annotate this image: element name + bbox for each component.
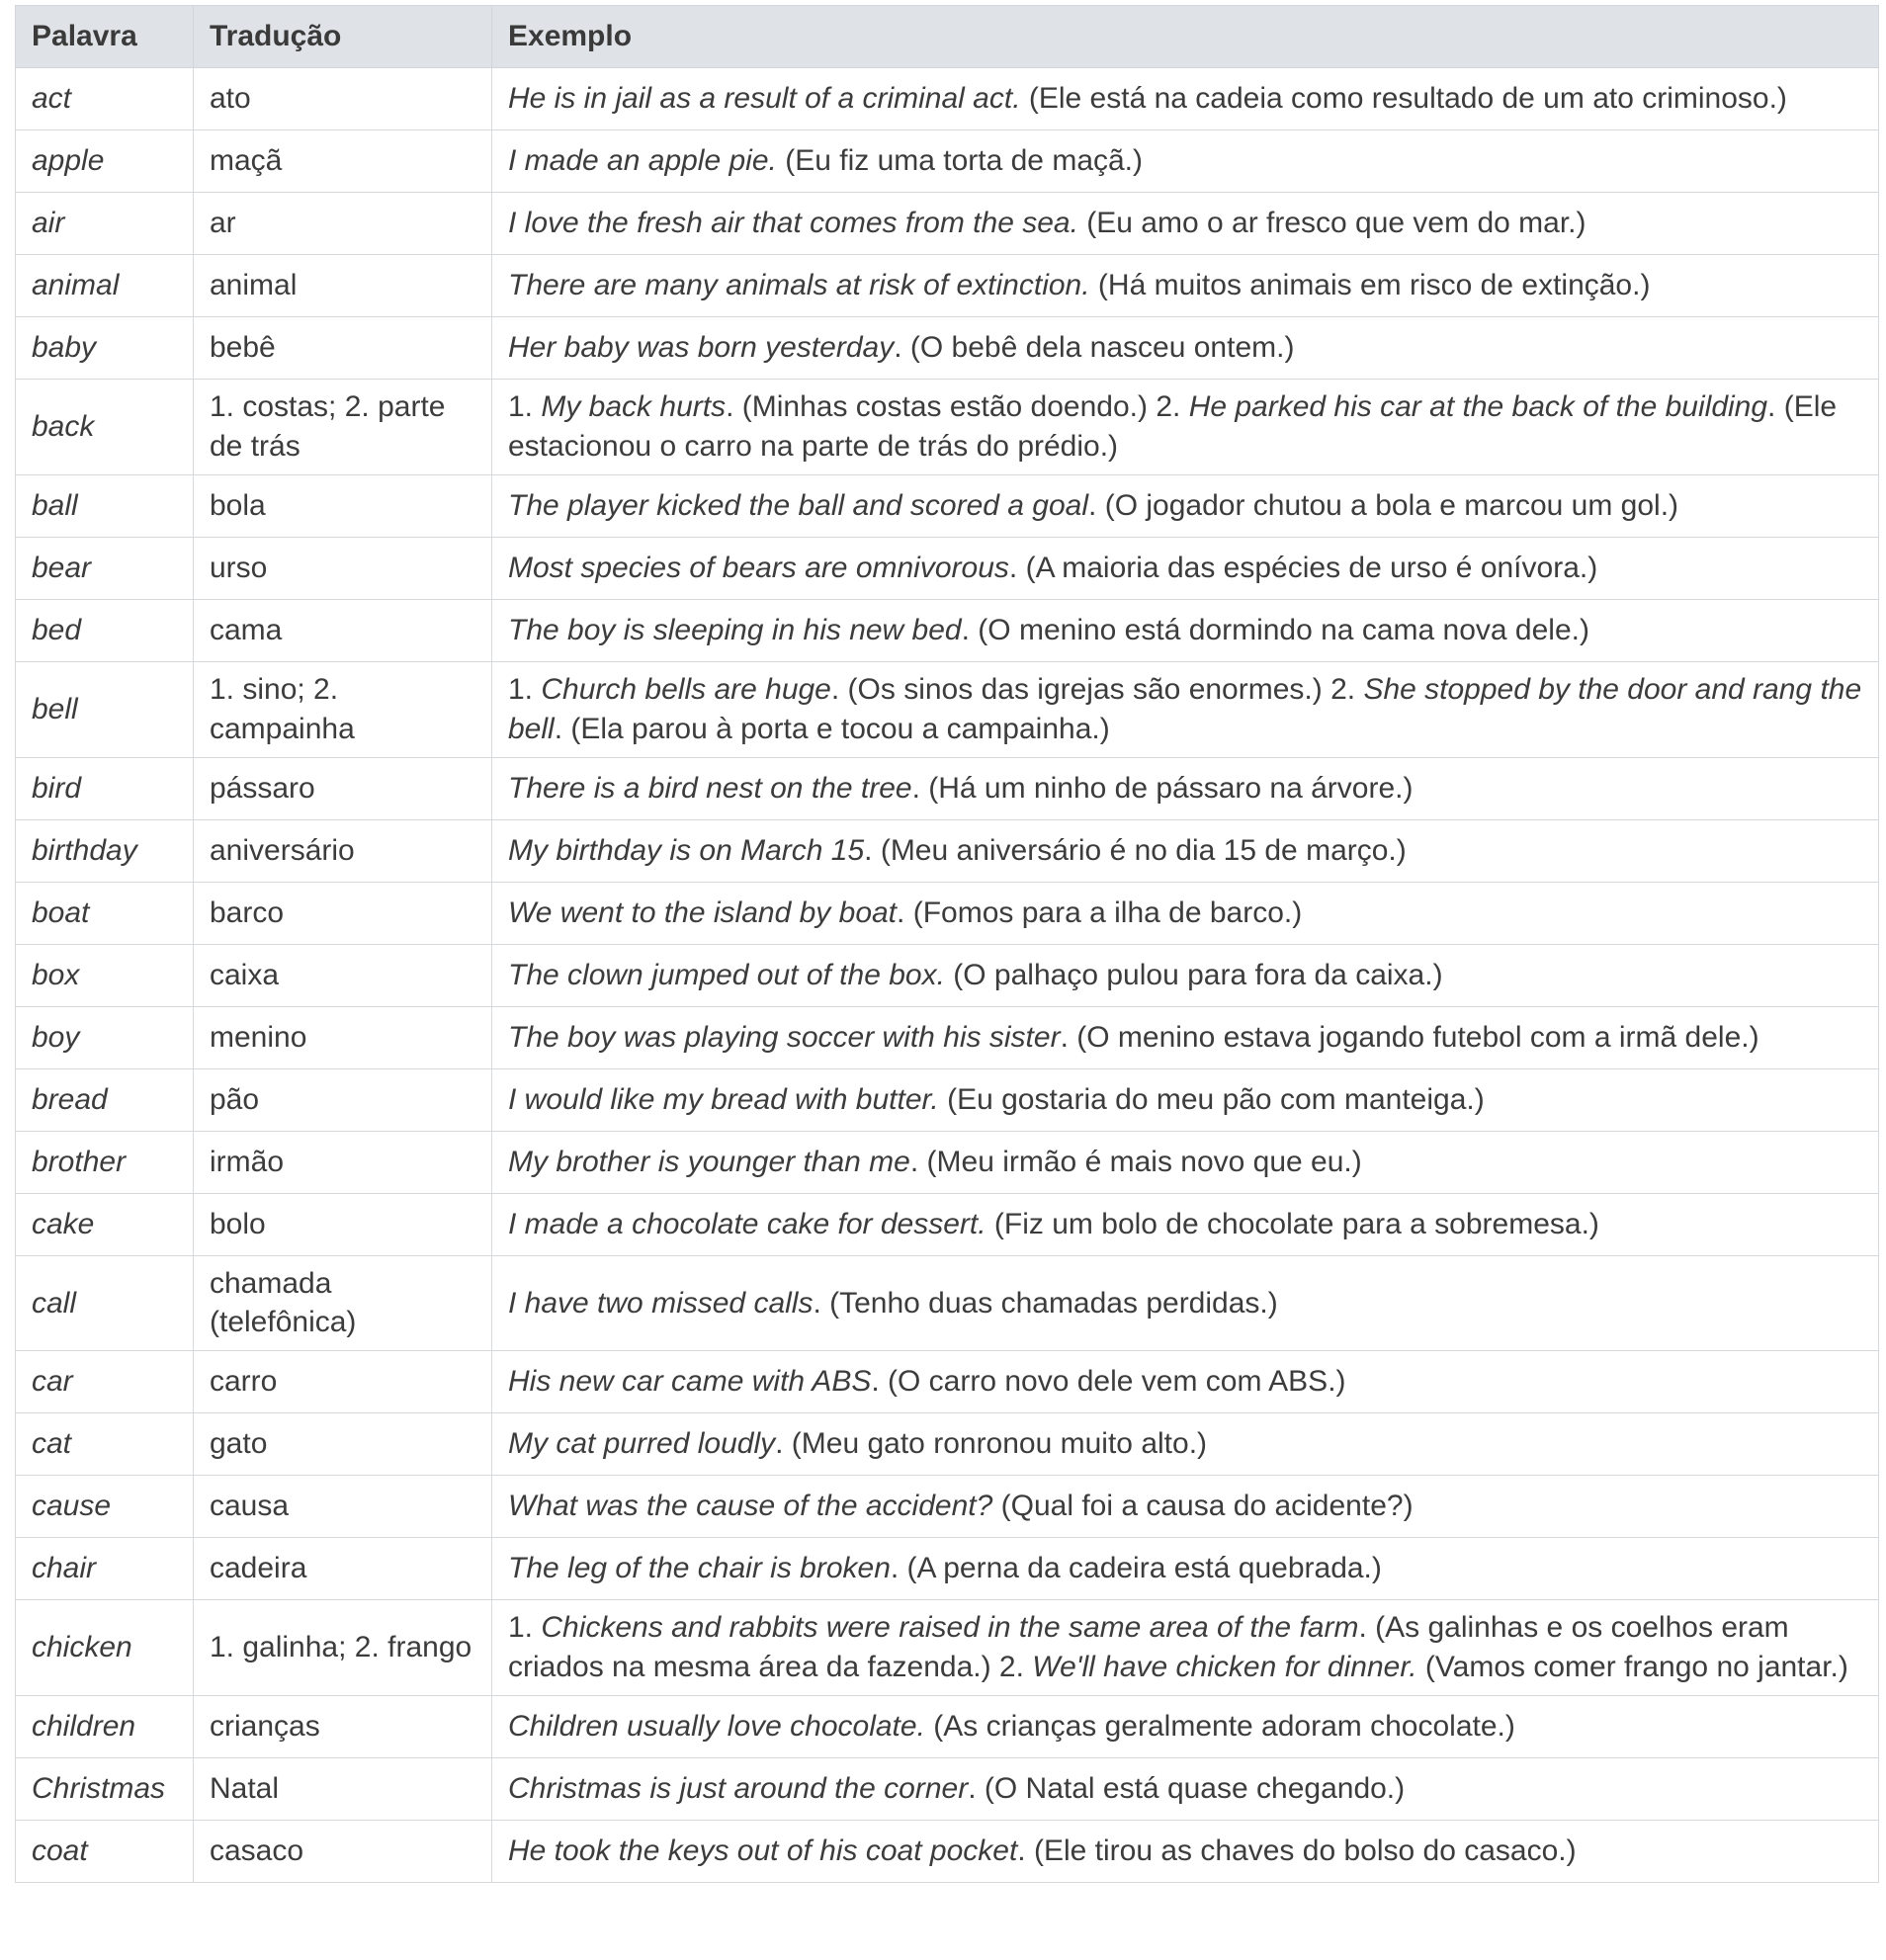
table-header [16, 6, 1879, 68]
example-english: He took the keys out of his coat pocket [508, 1834, 1018, 1868]
example-cell [492, 130, 1879, 193]
translation-cell: caixa [194, 944, 492, 1006]
example-cell [492, 193, 1879, 255]
table-body [16, 68, 1879, 1883]
example-translation: . (O jogador chutou a bola e marcou um gol.) [1088, 488, 1679, 522]
word-cell: cake [16, 1193, 194, 1255]
table-row [16, 1538, 1879, 1600]
translation-cell: 1. galinha; 2. frango [194, 1600, 492, 1696]
word-cell: cat [16, 1413, 194, 1476]
translation-cell: Natal [194, 1758, 492, 1821]
example-english: Church bells are huge [541, 672, 831, 706]
table-row [16, 819, 1879, 882]
example-cell [492, 1006, 1879, 1068]
word-cell: brother [16, 1131, 194, 1193]
example-translation: (As crianças geralmente adoram chocolate.) [924, 1710, 1515, 1744]
example-translation: . (Ela parou à porta e tocou a campainha.) [554, 712, 1110, 745]
table-row [16, 661, 1879, 757]
header-example: Exemplo [492, 6, 1879, 68]
word-cell: ball [16, 474, 194, 537]
example-cell [492, 474, 1879, 537]
example-cell [492, 1068, 1879, 1131]
translation-cell: casaco [194, 1821, 492, 1883]
example-cell [492, 1131, 1879, 1193]
example-cell [492, 1351, 1879, 1413]
example-english: I love the fresh air that comes from the sea. [508, 207, 1078, 240]
example-cell [492, 1600, 1879, 1696]
table-row [16, 474, 1879, 537]
example-english: The leg of the chair is broken [508, 1552, 891, 1585]
translation-cell: urso [194, 537, 492, 599]
translation-cell: ar [194, 193, 492, 255]
word-cell: bread [16, 1068, 194, 1131]
example-translation: . (Minhas costas estão doendo.) 2. [726, 390, 1189, 423]
translation-cell: cama [194, 599, 492, 661]
example-english: I have two missed calls [508, 1286, 814, 1320]
example-cell [492, 1538, 1879, 1600]
example-cell [492, 819, 1879, 882]
word-cell: birthday [16, 819, 194, 882]
example-translation: 1. [508, 1611, 542, 1645]
translation-cell: menino [194, 1006, 492, 1068]
example-translation: 1. [508, 390, 542, 423]
example-translation: . (Há um ninho de pássaro na árvore.) [911, 771, 1414, 805]
table-row [16, 1696, 1879, 1758]
vocabulary-table-container [15, 5, 1878, 1883]
vocabulary-table [15, 5, 1879, 1883]
example-translation: . (Meu aniversário é no dia 15 de março.) [864, 833, 1407, 867]
example-cell [492, 1476, 1879, 1538]
example-translation: . (Meu gato ronronou muito alto.) [775, 1427, 1208, 1461]
example-english: There are many animals at risk of extinction. [508, 269, 1090, 302]
word-cell: Christmas [16, 1758, 194, 1821]
example-english: What was the cause of the accident? [508, 1490, 993, 1523]
example-cell [492, 1255, 1879, 1351]
table-row [16, 193, 1879, 255]
example-cell [492, 1821, 1879, 1883]
word-cell: call [16, 1255, 194, 1351]
word-cell: boat [16, 882, 194, 944]
header-word: Palavra [16, 6, 194, 68]
header-translation: Tradução [194, 6, 492, 68]
table-row [16, 130, 1879, 193]
table-row [16, 1193, 1879, 1255]
table-row [16, 1255, 1879, 1351]
word-cell: act [16, 68, 194, 130]
word-cell: cause [16, 1476, 194, 1538]
example-english: He is in jail as a result of a criminal act. [508, 82, 1021, 116]
example-translation: . (O menino estava jogando futebol com a irmã dele.) [1060, 1020, 1759, 1054]
example-translation: . (O bebê dela nasceu ontem.) [894, 331, 1295, 365]
translation-cell: aniversário [194, 819, 492, 882]
example-english: My back hurts [541, 390, 727, 423]
translation-cell: ato [194, 68, 492, 130]
example-cell [492, 68, 1879, 130]
word-cell: coat [16, 1821, 194, 1883]
word-cell: bear [16, 537, 194, 599]
word-cell: bed [16, 599, 194, 661]
example-english: He parked his car at the back of the building [1188, 390, 1768, 423]
table-row [16, 1600, 1879, 1696]
example-translation: . (O Natal está quase chegando.) [968, 1772, 1406, 1806]
example-cell [492, 317, 1879, 380]
word-cell: bird [16, 757, 194, 819]
translation-cell: chamada (telefônica) [194, 1255, 492, 1351]
example-translation: . (Ele tirou as chaves do bolso do casaco.) [1017, 1834, 1577, 1868]
example-cell [492, 944, 1879, 1006]
example-cell [492, 1758, 1879, 1821]
translation-cell: crianças [194, 1696, 492, 1758]
translation-cell: causa [194, 1476, 492, 1538]
example-english: I made a chocolate cake for dessert. [508, 1207, 986, 1240]
example-english: Chickens and rabbits were raised in the same area of the farm [541, 1611, 1359, 1645]
header-row [16, 6, 1879, 68]
translation-cell: gato [194, 1413, 492, 1476]
example-translation: . (A maioria das espécies de urso é onívora.) [1008, 551, 1598, 584]
example-english: The boy is sleeping in his new bed [508, 613, 962, 646]
example-cell [492, 757, 1879, 819]
example-translation: . (O menino está dormindo na cama nova dele.) [961, 613, 1589, 646]
table-row [16, 1131, 1879, 1193]
word-cell: apple [16, 130, 194, 193]
example-translation: . (O carro novo dele vem com ABS.) [871, 1365, 1346, 1399]
word-cell: chicken [16, 1600, 194, 1696]
table-row [16, 944, 1879, 1006]
word-cell: air [16, 193, 194, 255]
word-cell: car [16, 1351, 194, 1413]
translation-cell: 1. sino; 2. campainha [194, 661, 492, 757]
word-cell: back [16, 380, 194, 475]
translation-cell: bola [194, 474, 492, 537]
example-cell [492, 599, 1879, 661]
example-english: The player kicked the ball and scored a goal [508, 488, 1089, 522]
table-row [16, 1413, 1879, 1476]
example-english: Most species of bears are omnivorous [508, 551, 1009, 584]
word-cell: bell [16, 661, 194, 757]
example-cell [492, 380, 1879, 475]
translation-cell: 1. costas; 2. parte de trás [194, 380, 492, 475]
translation-cell: cadeira [194, 1538, 492, 1600]
table-row [16, 380, 1879, 475]
example-english: I would like my bread with butter. [508, 1082, 939, 1116]
example-english: His new car came with ABS [508, 1365, 872, 1399]
example-english: The clown jumped out of the box. [508, 958, 945, 991]
example-translation: (Qual foi a causa do acidente?) [992, 1490, 1414, 1523]
word-cell: animal [16, 255, 194, 317]
example-translation: . (Ele estacionou o carro na parte de trás do prédio.) [508, 390, 1838, 463]
example-english: Her baby was born yesterday [508, 331, 895, 365]
example-translation: . (A perna da cadeira está quebrada.) [890, 1552, 1382, 1585]
table-row [16, 317, 1879, 380]
table-row [16, 882, 1879, 944]
example-cell [492, 882, 1879, 944]
table-row [16, 1006, 1879, 1068]
example-translation: . (As galinhas e os coelhos eram criados na mesma área da fazenda.) 2. [508, 1611, 1789, 1684]
table-row [16, 1476, 1879, 1538]
example-translation: . (Os sinos das igrejas são enormes.) 2. [830, 672, 1364, 706]
example-cell [492, 661, 1879, 757]
example-cell [492, 255, 1879, 317]
example-translation: . (Fomos para a ilha de barco.) [897, 895, 1303, 929]
translation-cell: animal [194, 255, 492, 317]
example-cell [492, 1413, 1879, 1476]
table-row [16, 757, 1879, 819]
example-translation: . (Meu irmão é mais novo que eu.) [909, 1145, 1362, 1178]
example-translation: (O palhaço pulou para fora da caixa.) [944, 958, 1443, 991]
table-row [16, 255, 1879, 317]
example-translation: (Eu gostaria do meu pão com manteiga.) [938, 1082, 1485, 1116]
translation-cell: pássaro [194, 757, 492, 819]
example-english: There is a bird nest on the tree [508, 771, 912, 805]
translation-cell: carro [194, 1351, 492, 1413]
example-english: My birthday is on March 15 [508, 833, 865, 867]
example-translation: (Eu amo o ar fresco que vem do mar.) [1077, 207, 1586, 240]
example-translation: (Vamos comer frango no jantar.) [1416, 1651, 1848, 1684]
translation-cell: maçã [194, 130, 492, 193]
table-row [16, 1351, 1879, 1413]
example-translation: (Ele está na cadeia como resultado de um ato criminoso.) [1020, 82, 1787, 116]
example-english: Children usually love chocolate. [508, 1710, 925, 1744]
table-row [16, 68, 1879, 130]
table-row [16, 1068, 1879, 1131]
example-cell [492, 1696, 1879, 1758]
example-cell [492, 537, 1879, 599]
example-translation: (Eu fiz uma torta de maçã.) [776, 144, 1144, 178]
table-row [16, 599, 1879, 661]
example-english: We went to the island by boat [508, 895, 898, 929]
example-cell [492, 1193, 1879, 1255]
translation-cell: bolo [194, 1193, 492, 1255]
example-english: We'll have chicken for dinner. [1032, 1651, 1417, 1684]
example-english: She stopped by the door and rang the bell [508, 672, 1862, 745]
word-cell: children [16, 1696, 194, 1758]
example-translation: (Há muitos animais em risco de extinção.) [1089, 269, 1651, 302]
table-row [16, 1821, 1879, 1883]
translation-cell: irmão [194, 1131, 492, 1193]
table-row [16, 1758, 1879, 1821]
word-cell: box [16, 944, 194, 1006]
example-translation: . (Tenho duas chamadas perdidas.) [813, 1286, 1278, 1320]
translation-cell: pão [194, 1068, 492, 1131]
example-translation: (Fiz um bolo de chocolate para a sobremesa.) [986, 1207, 1599, 1240]
translation-cell: barco [194, 882, 492, 944]
word-cell: boy [16, 1006, 194, 1068]
example-english: Christmas is just around the corner [508, 1772, 969, 1806]
example-english: My brother is younger than me [508, 1145, 910, 1178]
word-cell: baby [16, 317, 194, 380]
example-english: The boy was playing soccer with his sister [508, 1020, 1061, 1054]
word-cell: chair [16, 1538, 194, 1600]
example-translation: 1. [508, 672, 542, 706]
example-english: I made an apple pie. [508, 144, 777, 178]
example-english: My cat purred loudly [508, 1427, 776, 1461]
translation-cell: bebê [194, 317, 492, 380]
table-row [16, 537, 1879, 599]
